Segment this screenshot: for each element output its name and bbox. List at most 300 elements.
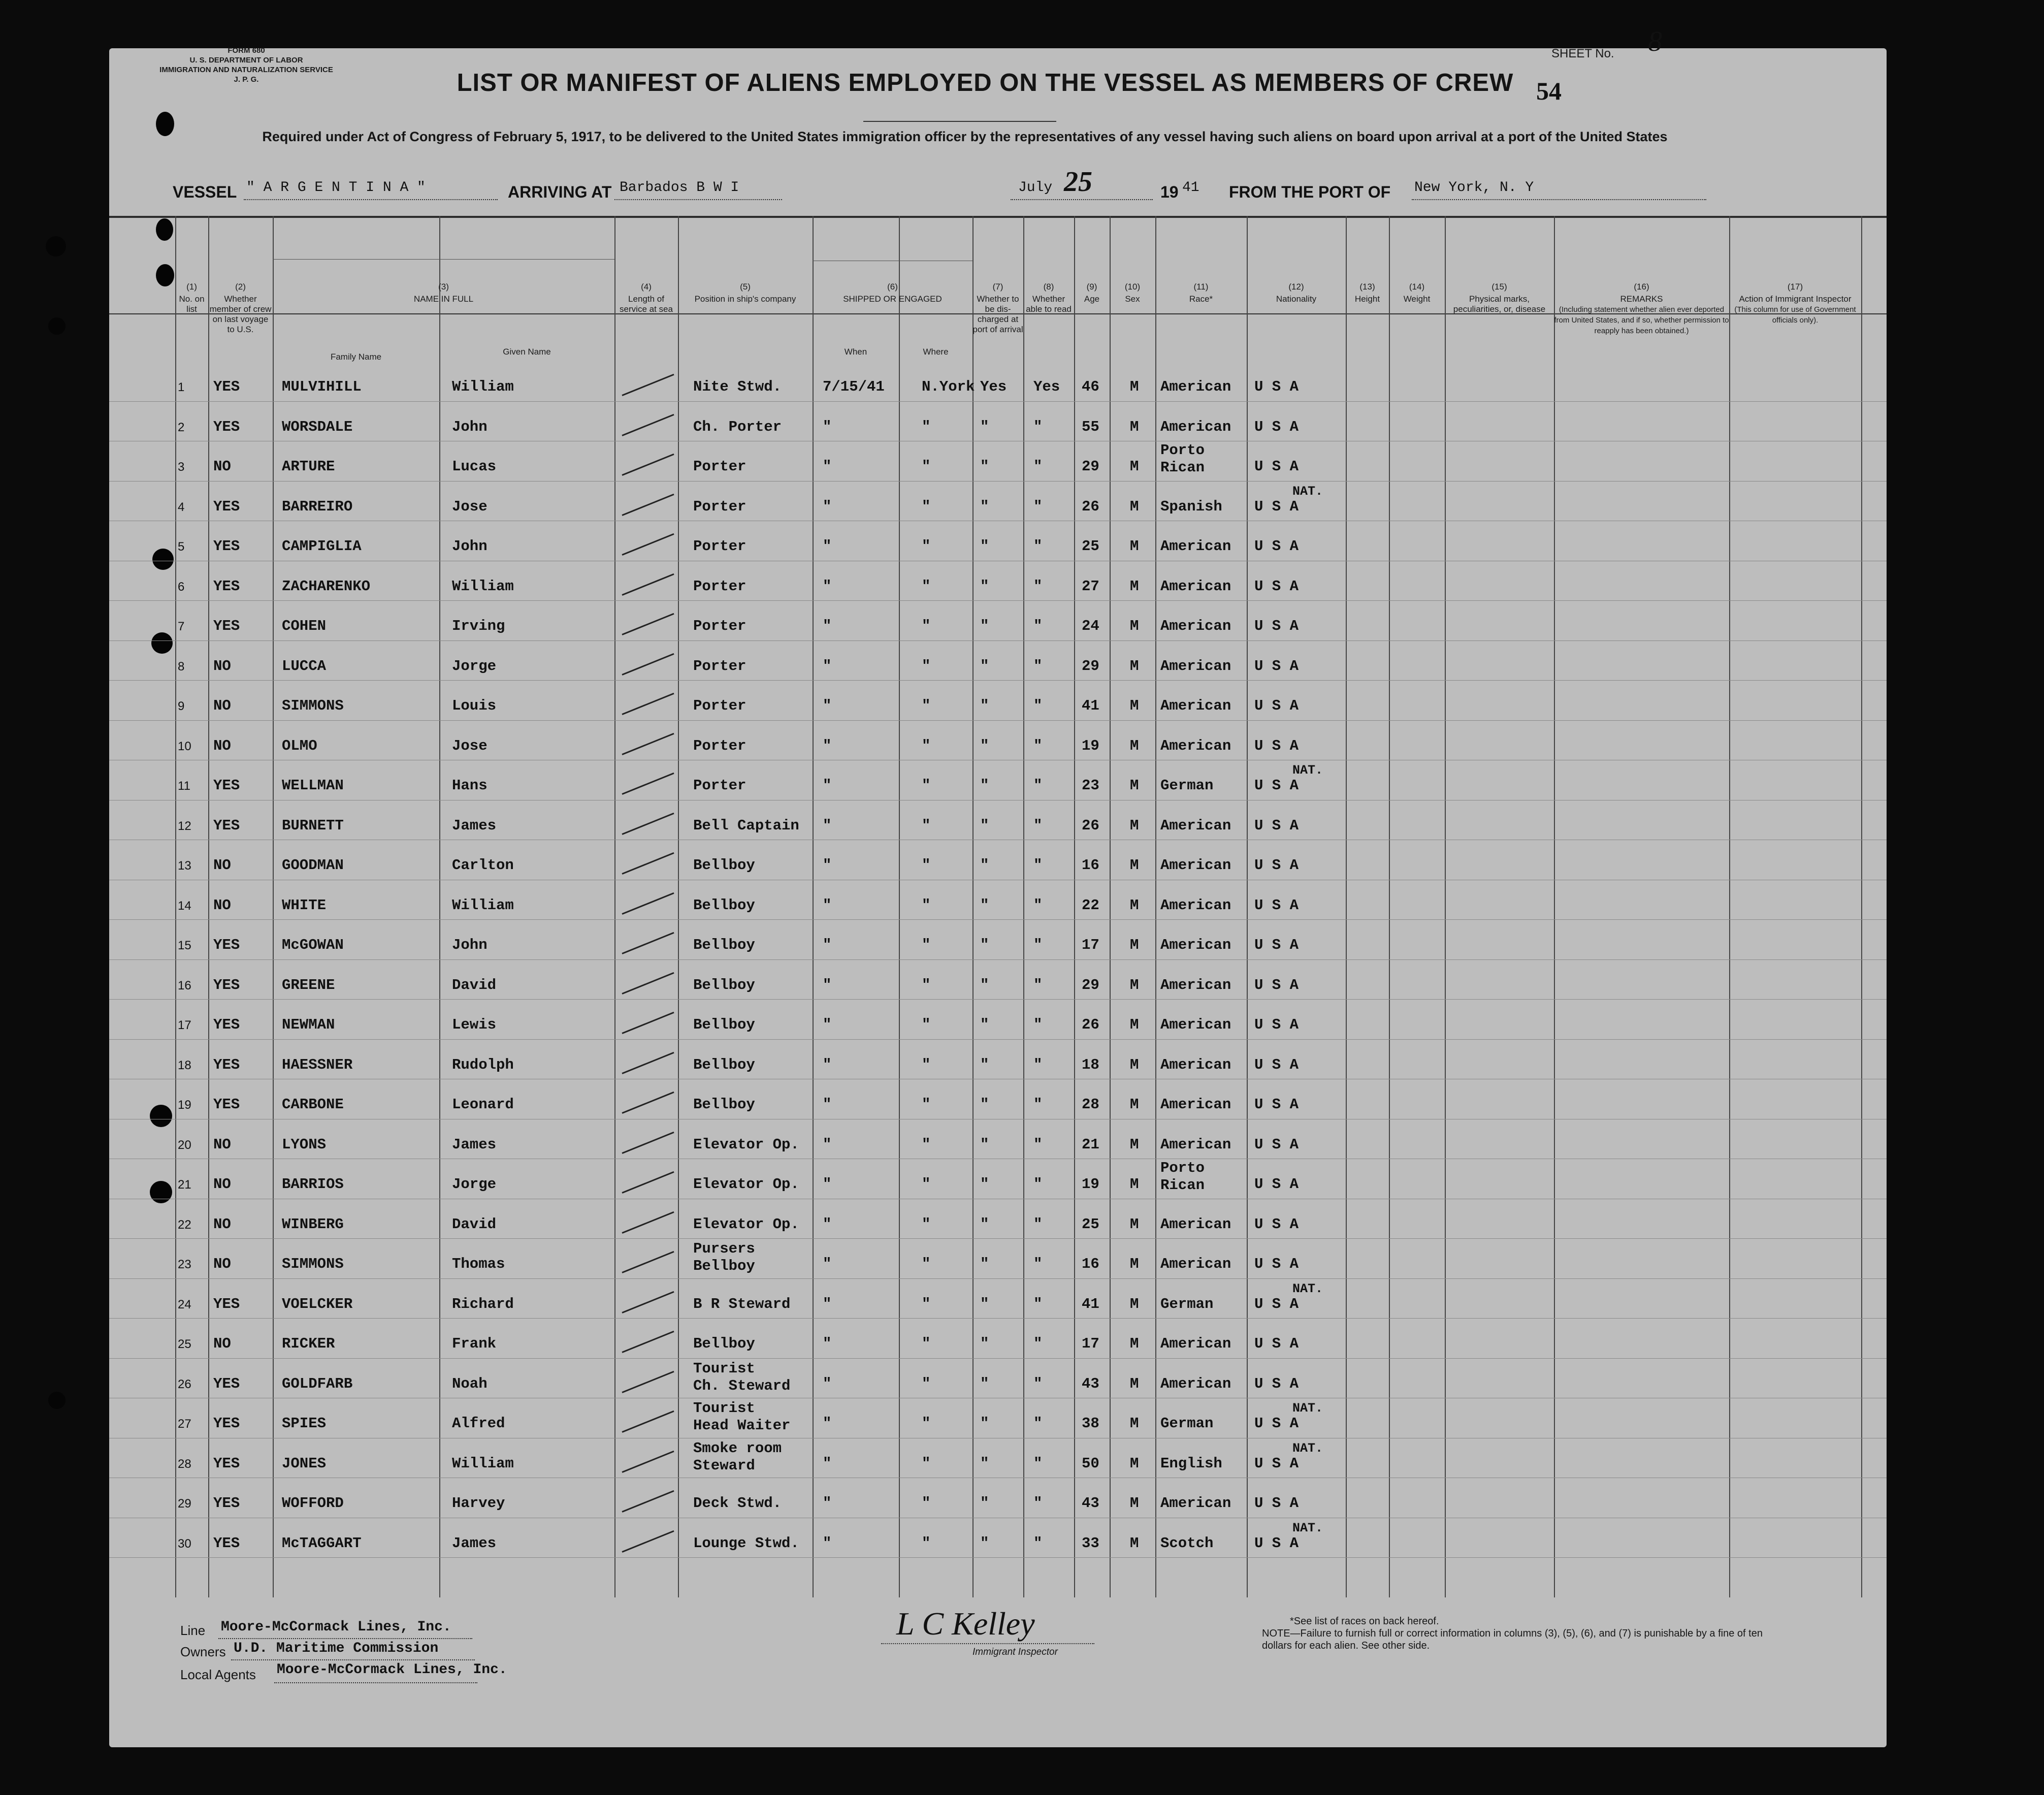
discharged: " [980,1534,989,1552]
discharged: " [980,1215,989,1233]
nationality: U S A [1254,1295,1299,1312]
age: 25 [1082,538,1099,555]
shipped-where: " [922,1534,931,1552]
service-check-mark [622,454,674,476]
row-number: 3 [178,460,185,474]
shipped-when: " [823,1295,832,1312]
family-name: GOLDFARB [282,1375,353,1392]
race: American [1160,857,1231,874]
page-title: LIST OR MANIFEST OF ALIENS EMPLOYED ON THE VESSEL AS MEMBERS OF CREW [457,69,1514,97]
sex: M [1130,1455,1139,1472]
last-voyage: NO [213,697,231,714]
position-line-2: Head Waiter [693,1417,791,1434]
shipped-where: " [922,1136,931,1153]
position: Bell Captain [693,817,799,834]
inspector-signature: L C Kelley [896,1606,1035,1642]
row-number: 7 [178,620,185,633]
sex: M [1130,1256,1139,1272]
given-name: Noah [452,1375,488,1392]
shipped-when: " [823,697,832,714]
naturalized-note: NAT. [1292,1520,1323,1535]
nationality: U S A [1254,1176,1299,1193]
discharged: " [980,1056,989,1073]
discharged: " [980,498,989,515]
arrival-year: 41 [1182,180,1199,196]
service-check-mark [622,613,674,635]
given-name: Jorge [452,1176,497,1193]
race: American [1160,538,1231,555]
row-rule [109,1318,1887,1319]
col-header-9: (9) Age [1084,282,1100,304]
discharged: " [980,418,989,435]
given-name: James [452,1136,497,1153]
nationality: U S A [1254,657,1299,675]
nationality: U S A [1254,1335,1299,1352]
col-header-12: (12) Nationality [1276,282,1317,304]
race: American [1160,976,1231,993]
able-to-read: " [1033,1534,1043,1552]
from-port-label: FROM THE PORT OF [1229,183,1391,201]
naturalized-note: NAT. [1292,1440,1323,1456]
age: 55 [1082,418,1099,435]
given-name: John [452,937,488,953]
able-to-read: " [1033,538,1043,555]
position: Bellboy [693,937,755,953]
service-check-mark [622,1450,674,1472]
sex: M [1130,378,1139,395]
race: American [1160,1215,1231,1233]
position: Ch. Porter [693,418,782,435]
last-voyage: YES [213,817,240,834]
shipped-where: " [922,1375,931,1392]
age: 23 [1082,777,1099,794]
age: 41 [1082,697,1099,714]
row-number: 30 [178,1536,191,1551]
nationality: U S A [1254,1016,1299,1033]
family-name: JONES [282,1455,327,1472]
shipped-when: " [823,1534,832,1552]
year-prefix: 19 [1160,183,1179,201]
given-name: Jorge [452,657,497,675]
discharged: " [980,976,989,993]
family-name: SIMMONS [282,697,344,714]
col-subheader-family: Family Name [330,352,382,362]
row-number: 28 [178,1457,191,1471]
row-number: 19 [178,1098,191,1112]
punch-hole [156,112,174,136]
given-name: William [452,896,514,914]
service-check-mark [622,812,674,835]
position: Porter [693,458,747,475]
race: American [1160,896,1231,914]
row-rule [109,1238,1887,1239]
discharged: " [980,1295,989,1312]
discharged: " [980,937,989,953]
position: B R Steward [693,1295,791,1312]
given-name: David [452,1215,497,1233]
sheet-label: SHEET No. [1551,47,1614,60]
position: Deck Stwd. [693,1495,782,1512]
race: American [1160,418,1231,435]
row-number: 11 [178,779,190,793]
shipped-where: " [922,538,931,555]
nationality: U S A [1254,378,1299,395]
sex: M [1130,817,1139,834]
family-name: SPIES [282,1415,327,1432]
shipped-where: " [922,1335,931,1352]
sex: M [1130,498,1139,515]
age: 41 [1082,1295,1099,1312]
col-header-5: (5) Position in ship's company [694,282,796,304]
nationality: U S A [1254,1215,1299,1233]
line-value: Moore-McCormack Lines, Inc. [221,1619,451,1635]
col-header-15: (15) Physical marks, peculiarities, or, disease [1453,282,1546,314]
row-number: 27 [178,1417,191,1431]
race-line-2: Rican [1160,459,1205,476]
race: German [1160,777,1214,794]
age: 25 [1082,1215,1099,1233]
row-number: 14 [178,899,191,913]
family-name: ARTURE [282,458,335,475]
nationality: U S A [1254,697,1299,714]
given-name: James [452,1534,497,1552]
family-name: BURNETT [282,817,344,834]
discharged: " [980,618,989,634]
row-rule [109,600,1887,601]
given-name: David [452,976,497,993]
shipped-where: " [922,1056,931,1073]
age: 28 [1082,1096,1099,1113]
shipped-where: " [922,498,931,515]
title-rule [863,121,1056,122]
given-name: Rudolph [452,1056,514,1073]
able-to-read: " [1033,657,1043,675]
position: Tourist [693,1400,755,1417]
position-line-2: Steward [693,1457,755,1474]
position: Bellboy [693,857,755,874]
family-name: MULVIHILL [282,378,362,395]
age: 29 [1082,657,1099,675]
row-number: 5 [178,540,185,554]
able-to-read: " [1033,618,1043,634]
row-rule [109,959,1887,960]
sex: M [1130,1176,1139,1193]
shipped-where: " [922,1256,931,1272]
service-check-mark [622,1211,674,1233]
able-to-read: " [1033,697,1043,714]
nationality: U S A [1254,418,1299,435]
arrival-month: July [1018,180,1053,196]
shipped-where: " [922,737,931,754]
nationality: U S A [1254,1096,1299,1113]
sex: M [1130,1056,1139,1073]
vessel-line [173,166,1706,203]
service-check-mark [622,573,674,595]
shipped-when: " [823,1375,832,1392]
race: American [1160,378,1231,395]
age: 16 [1082,1256,1099,1272]
position: Porter [693,618,747,634]
arrival-day: 25 [1064,166,1092,198]
shipped-where: " [922,817,931,834]
last-voyage: YES [213,777,240,794]
service-check-mark [622,1530,674,1552]
row-rule [109,999,1887,1000]
able-to-read: " [1033,458,1043,475]
shipped-where: " [922,1096,931,1113]
sex: M [1130,1215,1139,1233]
last-voyage: NO [213,896,231,914]
col-header-11: (11) Race* [1189,282,1213,304]
position: Pursers [693,1240,755,1257]
shipped-where: " [922,1415,931,1432]
last-voyage: YES [213,1016,240,1033]
shipped-where: " [922,1295,931,1312]
row-number: 17 [178,1018,191,1032]
vessel-label: VESSEL [173,183,237,201]
able-to-read: " [1033,1096,1043,1113]
race: Spanish [1160,498,1222,515]
family-name: COHEN [282,618,327,634]
service-check-mark [622,732,674,755]
row-number: 2 [178,420,185,434]
position-line-2: Ch. Steward [693,1377,791,1394]
age: 26 [1082,498,1099,515]
position: Lounge Stwd. [693,1534,799,1552]
position: Bellboy [693,1096,755,1113]
shipped-where: " [922,937,931,953]
shipped-where: " [922,976,931,993]
position: Bellboy [693,896,755,914]
last-voyage: NO [213,1335,231,1352]
col-header-8: (8) Whether able to read [1026,282,1072,314]
age: 26 [1082,817,1099,834]
naturalized-note: NAT. [1292,763,1323,778]
nationality: U S A [1254,498,1299,515]
given-name: Richard [452,1295,514,1312]
last-voyage: NO [213,737,231,754]
nationality: U S A [1254,1495,1299,1512]
col-header-13: (13) Height [1354,282,1380,304]
shipped-when: " [823,1215,832,1233]
row-rule [109,720,1887,721]
row-number: 21 [178,1178,191,1192]
nationality: U S A [1254,777,1299,794]
col-subheader-where: Where [923,347,949,357]
discharged: " [980,1415,989,1432]
nationality: U S A [1254,1375,1299,1392]
position-line-2: Bellboy [693,1258,755,1274]
department: U. S. DEPARTMENT OF LABOR [189,56,303,65]
row-number: 24 [178,1297,191,1311]
crew-table [109,216,1887,1597]
age: 50 [1082,1455,1099,1472]
row-number: 4 [178,500,185,514]
shipped-when: " [823,418,832,435]
sex: M [1130,1096,1139,1113]
given-name: Leonard [452,1096,514,1113]
row-rule [109,640,1887,641]
discharged: " [980,896,989,914]
service-check-mark [622,852,674,875]
able-to-read: " [1033,976,1043,993]
service-check-mark [622,1331,674,1353]
nationality: U S A [1254,1256,1299,1272]
family-name: RICKER [282,1335,335,1352]
row-rule [109,401,1887,402]
service: IMMIGRATION AND NATURALIZATION SERVICE [159,66,333,74]
shipped-when: " [823,857,832,874]
row-number: 13 [178,859,191,873]
shipped-when: " [823,937,832,953]
shipped-when: " [823,1455,832,1472]
shipped-when: " [823,1176,832,1193]
family-name: WOFFORD [282,1495,344,1512]
requirement-text: Required under Act of Congress of February 5, 1917, to be delivered to the United States immigration officer by the representatives of any vessel having such aliens on board upon arrival at a port of the United States [262,129,1668,144]
discharged: " [980,578,989,595]
nationality: U S A [1254,976,1299,993]
sex: M [1130,1295,1139,1312]
row-number: 1 [178,380,185,394]
race: Scotch [1160,1534,1214,1552]
shipped-where: " [922,618,931,634]
service-check-mark [622,374,674,396]
row-number: 16 [178,978,191,992]
last-voyage: YES [213,498,240,515]
shipped-where: " [922,1495,931,1512]
service-check-mark [622,1411,674,1433]
discharged: " [980,857,989,874]
race: American [1160,817,1231,834]
position: Porter [693,498,747,515]
given-name: James [452,817,497,834]
position: Bellboy [693,1016,755,1033]
sex: M [1130,578,1139,595]
shipped-when: " [823,1495,832,1512]
age: 33 [1082,1534,1099,1552]
given-name: Hans [452,777,488,794]
service-check-mark [622,493,674,516]
age: 19 [1082,1176,1099,1193]
age: 21 [1082,1136,1099,1153]
position: Porter [693,657,747,675]
naturalized-note: NAT. [1292,1281,1323,1296]
service-check-mark [622,653,674,675]
sex: M [1130,1415,1139,1432]
position: Elevator Op. [693,1215,799,1233]
service-check-mark [622,533,674,556]
nationality: U S A [1254,817,1299,834]
given-name: Jose [452,737,488,754]
age: 22 [1082,896,1099,914]
race: Porto [1160,442,1205,459]
position: Bellboy [693,1335,755,1352]
race: American [1160,937,1231,953]
row-rule [109,1358,1887,1359]
position: Tourist [693,1360,755,1377]
position: Porter [693,737,747,754]
race: American [1160,1495,1231,1512]
sex: M [1130,737,1139,754]
col-subheader-given: Given Name [503,347,551,357]
given-name: Lewis [452,1016,497,1033]
shipped-where: " [922,777,931,794]
shipped-when: " [823,578,832,595]
shipped-where: N.York [922,378,975,395]
last-voyage: YES [213,1415,240,1432]
row-number: 18 [178,1058,191,1072]
given-name: Frank [452,1335,497,1352]
discharged: " [980,737,989,754]
given-name: William [452,1455,514,1472]
last-voyage: YES [213,618,240,634]
family-name: WORSDALE [282,418,353,435]
nationality: U S A [1254,1534,1299,1552]
row-rule [109,919,1887,920]
agents-label: Local Agents [180,1667,256,1682]
position: Smoke room [693,1439,782,1457]
able-to-read: " [1033,817,1043,834]
able-to-read: " [1033,1375,1043,1392]
last-voyage: YES [213,578,240,595]
vessel-name: " A R G E N T I N A " [246,180,426,196]
family-name: BARREIRO [282,498,353,515]
position: Porter [693,697,747,714]
sheet-value: 8 [1648,26,1662,57]
race: American [1160,657,1231,675]
row-rule [109,680,1887,681]
shipped-where: " [922,1176,931,1193]
given-name: Irving [452,618,505,634]
last-voyage: YES [213,976,240,993]
service-check-mark [622,1251,674,1273]
shipped-when: " [823,498,832,515]
col-header-10: (10) Sex [1124,282,1141,304]
able-to-read: " [1033,777,1043,794]
col-subheader-when: When [844,347,867,357]
nationality: U S A [1254,937,1299,953]
position: Bellboy [693,976,755,993]
naturalized-note: NAT. [1292,484,1323,499]
service-check-mark [622,693,674,715]
row-rule [109,1557,1887,1558]
binder-hole [48,317,66,335]
given-name: Carlton [452,857,514,874]
sex: M [1130,1136,1139,1153]
discharged: " [980,1176,989,1193]
row-number: 6 [178,580,185,594]
service-check-mark [622,972,674,994]
race: German [1160,1415,1214,1432]
age: 43 [1082,1495,1099,1512]
position: Bellboy [693,1056,755,1073]
given-name: Alfred [452,1415,505,1432]
position: Porter [693,538,747,555]
able-to-read: Yes [1033,378,1060,395]
penalty-note: NOTE—Failure to furnish full or correct information in columns (3), (5), (6), and (7) is punishable by a fine of ten dollars for each alien. See other side. [1262,1628,1763,1651]
last-voyage: YES [213,1534,240,1552]
shipped-where: " [922,1455,931,1472]
able-to-read: " [1033,1335,1043,1352]
row-number: 10 [178,739,191,753]
col-header-1: (1) No. on list [179,282,205,314]
able-to-read: " [1033,857,1043,874]
family-name: OLMO [282,737,317,754]
race: American [1160,1096,1231,1113]
row-number: 12 [178,819,191,833]
family-name: HAESSNER [282,1056,353,1073]
sex: M [1130,657,1139,675]
